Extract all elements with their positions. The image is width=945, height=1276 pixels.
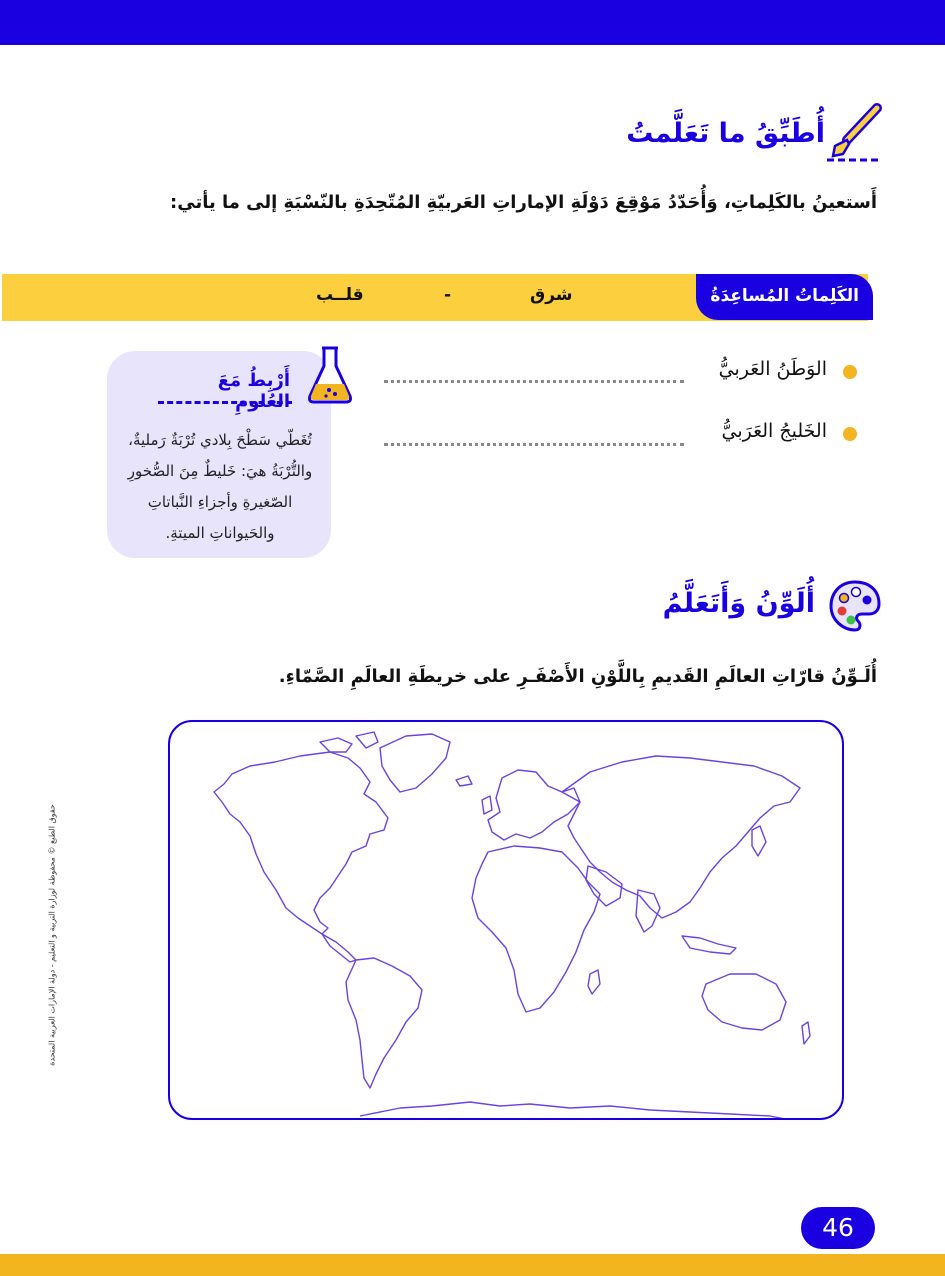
science-title-underline	[158, 401, 292, 404]
continent-australia	[702, 974, 786, 1030]
question-arab-world: الوَطَنُ العَربيُّ	[718, 358, 827, 380]
bullet-dot	[843, 365, 857, 379]
top-header-bar	[0, 0, 945, 45]
bottom-footer-bar	[0, 1254, 945, 1276]
island-new-zealand	[802, 1022, 810, 1044]
continent-europe	[488, 770, 580, 840]
continent-north-america	[214, 752, 388, 934]
islands-indonesia	[682, 936, 736, 954]
answer-line-arabian-gulf[interactable]	[384, 443, 684, 446]
science-box-title: أَرْبِطُ مَعَ العُلومِ	[217, 370, 290, 412]
island-iceland	[456, 776, 472, 786]
question-arabian-gulf: الخَليجُ العَرَبيُّ	[721, 420, 827, 442]
paintbrush-icon	[825, 102, 883, 164]
island-arctic	[320, 738, 352, 752]
island-japan	[752, 826, 766, 856]
copyright-note: حقوق الطبع © محفوظة لوزارة التربية و التعليم - دولة الإمارات العربية المتحدة	[47, 804, 57, 1066]
continent-antarctica	[360, 1102, 790, 1120]
world-map-frame	[168, 720, 844, 1120]
island-arctic-2	[356, 732, 378, 748]
island-greenland	[380, 734, 450, 792]
science-box-text: تُغَطّي سَطْحَ بِلادي تُرْبَةٌ رَمليةٌ، والتُّرْبَةُ هيَ: خَليطٌ مِنَ الصُّخورِ الصّغيرةِ وأجزاءِ النَّباتاتِ والحَيواناتِ الميتةِ.	[127, 431, 313, 542]
answer-line-arab-world[interactable]	[384, 380, 684, 383]
color-instruction: أُلَـوِّنُ قارّاتِ العالَمِ القَديمِ بِاللَّوْنِ الأَصْفَـرِ على خريطَةِ العالَمِ الصَّمّاءِ.	[278, 666, 877, 687]
color-section-title: أُلَوِّنُ وَأَتَعَلَّمُ	[662, 588, 815, 619]
word-bank-word-east: شرق	[530, 285, 573, 305]
blank-world-map[interactable]	[170, 722, 844, 1120]
continent-central-america	[322, 934, 356, 962]
word-bank-separator: -	[444, 285, 452, 305]
island-britain	[482, 796, 492, 814]
continent-africa	[472, 846, 600, 1012]
bullet-dot	[843, 427, 857, 441]
page-number: 46	[801, 1207, 875, 1249]
palette-icon	[827, 578, 883, 634]
continent-south-america	[346, 958, 422, 1088]
apply-instruction: أَستعينُ بالكَلِماتِ، وَأُحَدّدُ مَوْقِعَ دَوْلَةِ الإماراتِ العَربيّةِ المُتّحِدَةِ بالنّسْبَةِ إلى ما يأتي:	[170, 192, 877, 213]
word-bank-label: الكَلِماتُ المُساعِدَةُ	[696, 274, 873, 320]
island-madagascar	[588, 970, 600, 994]
apply-section-title: أُطَبِّقُ ما تَعَلَّمتُ	[626, 118, 825, 149]
word-bank-word-heart: قلــب	[316, 285, 364, 305]
flask-icon	[302, 342, 358, 408]
